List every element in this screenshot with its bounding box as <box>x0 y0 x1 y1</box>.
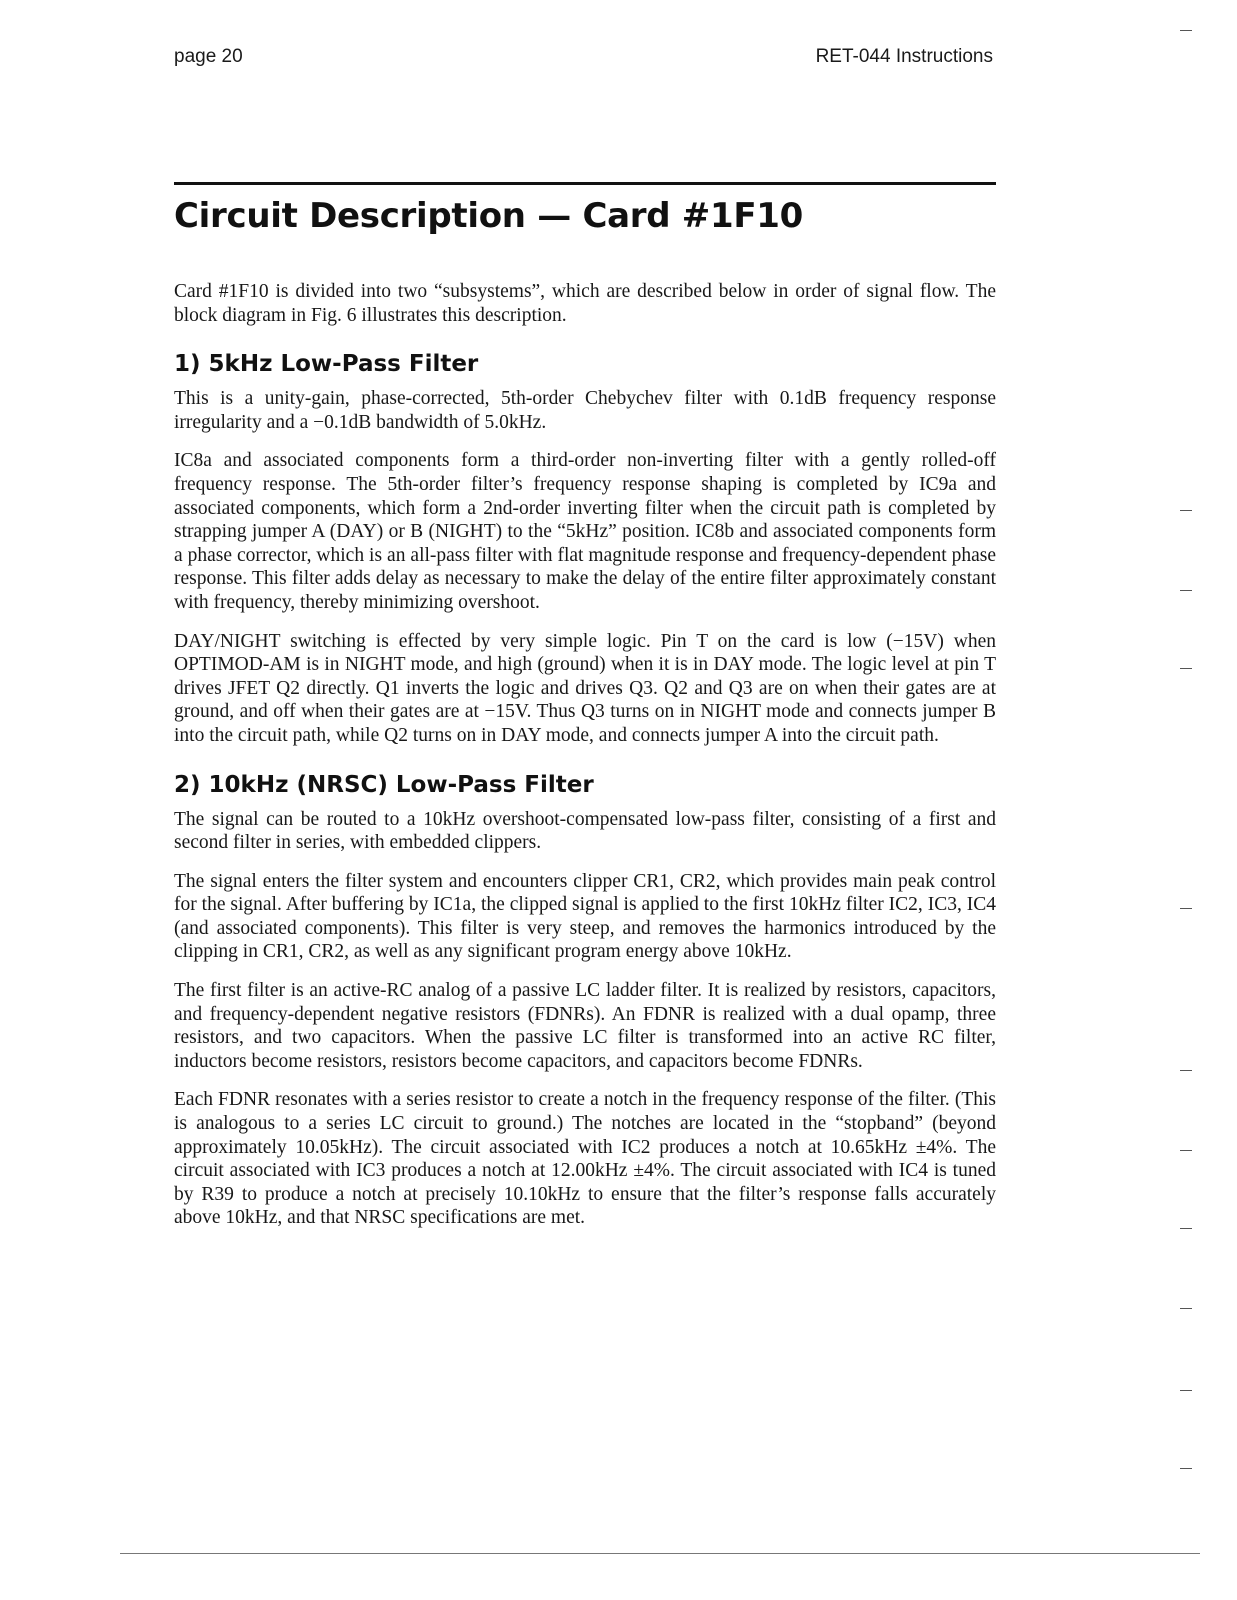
paragraph: The signal enters the filter system and encounters clipper CR1, CR2, which provides main peak control for the signal. After buffering by IC1a, the clipped signal is applied to the first 10kHz filter IC2, IC3, IC4 (and associated components). This filter is very steep, and removes the harmonics introduced by the clipping in CR1, CR2, as well as any significant program energy above 10kHz. <box>174 870 996 963</box>
scan-mark <box>1180 1308 1192 1309</box>
scan-mark <box>1180 1070 1192 1071</box>
scan-mark <box>1180 1390 1192 1391</box>
scan-mark <box>1180 908 1192 909</box>
paragraph: Each FDNR resonates with a series resistor to create a notch in the frequency response of the filter. (This is analogous to a series LC circuit to ground.) The notches are located in the “stopband” (beyond approximately 10.05kHz). The circuit associated with IC2 produces a notch at 10.65kHz ±4%. The circuit associated with IC3 produces a notch at 12.00kHz ±4%. The circuit associated with IC4 is tuned by R39 to produce a notch at precisely 10.10kHz to ensure that the filter’s response falls accurately above 10kHz, and that NRSC specifications are met. <box>174 1089 996 1229</box>
scan-mark <box>1180 510 1192 511</box>
scan-bottom-edge <box>120 1553 1200 1554</box>
scan-mark <box>1180 668 1192 669</box>
paragraph: This is a unity-gain, phase-corrected, 5th-order Chebychev filter with 0.1dB frequency response irregularity and a −0.1dB bandwidth of 5.0kHz. <box>174 388 996 433</box>
body-content <box>174 280 996 1245</box>
paragraph: DAY/NIGHT switching is effected by very simple logic. Pin T on the card is low (−15V) when OPTIMOD-AM is in NIGHT mode, and high (ground) when it is in DAY mode. The logic level at pin T drives JFET Q2 directly. Q1 inverts the logic and drives Q3. Q2 and Q3 are on when their gates are at ground, and off when their gates are at −15V. Thus Q3 turns on in NIGHT mode and connects jumper B into the circuit path, while Q2 turns on in DAY mode, and connects jumper A into the circuit path. <box>174 630 996 746</box>
paragraph: The signal can be routed to a 10kHz overshoot-compensated low-pass filter, consisting of a first and second filter in series, with embedded clippers. <box>174 808 996 854</box>
paragraph: IC8a and associated components form a third-order non-inverting filter with a gently rolled-off frequency response. The 5th-order filter’s frequency response shaping is completed by IC9a and associated components, which form a 2nd-order inverting filter when the circuit path is completed by strapping jumper A (DAY) or B (NIGHT) to the “5kHz” position. IC8b and associated components form a phase corrector, which is an all-pass filter with flat magnitude response and frequency-dependent phase response. This filter adds delay as necessary to make the delay of the entire filter approximately constant with frequency, thereby minimizing overshoot. <box>174 450 996 613</box>
document-title: RET-044 Instructions <box>815 46 993 67</box>
page-title: Circuit Description — Card #1F10 <box>174 196 803 236</box>
title-rule <box>174 182 996 185</box>
section-heading-5khz: 1) 5kHz Low-Pass Filter <box>174 351 479 378</box>
scan-mark <box>1180 1468 1192 1469</box>
page-number: page 20 <box>174 46 243 67</box>
intro-paragraph: Card #1F10 is divided into two “subsystems”, which are described below in order of signal flow. The block diagram in Fig. 6 illustrates this description. <box>174 281 996 326</box>
section-heading-10khz: 2) 10kHz (NRSC) Low-Pass Filter <box>174 771 594 798</box>
paragraph: The first filter is an active-RC analog of a passive LC ladder filter. It is realized by resistors, capacitors, and frequency-dependent negative resistors (FDNRs). An FDNR is realized with a dual opamp, three resistors, and two capacitors. When the passive LC filter is transformed into an active RC filter, inductors become resistors, resistors become capacitors, and capacitors become FDNRs. <box>174 980 996 1072</box>
scan-mark <box>1180 30 1192 31</box>
scan-mark <box>1180 590 1192 591</box>
scan-margin-marks <box>1180 0 1200 1600</box>
scan-mark <box>1180 1228 1192 1229</box>
scan-mark <box>1180 1150 1192 1151</box>
